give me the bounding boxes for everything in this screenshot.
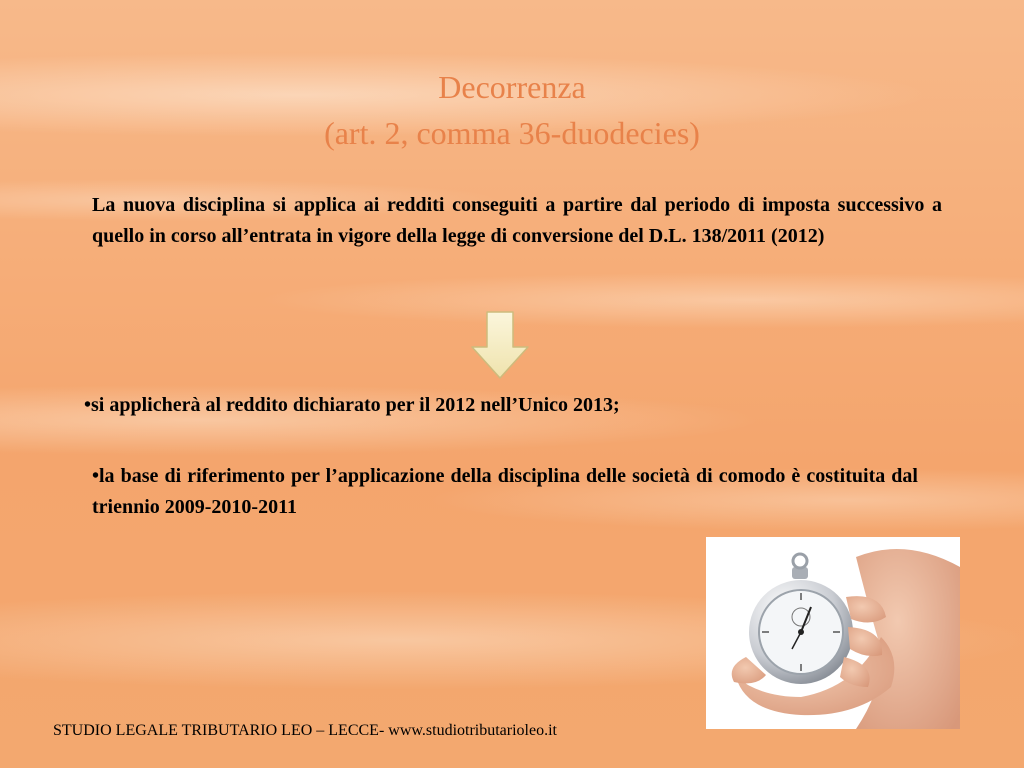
down-arrow-icon	[471, 311, 529, 379]
bullet-item: •si applicherà al reddito dichiarato per il 2012 nell’Unico 2013;	[84, 394, 620, 416]
slide-title: Decorrenza	[438, 69, 586, 105]
bullet-item: •la base di riferimento per l’applicazione della disciplina delle società di comodo è costituita dal triennio 2009-2010-2011	[92, 465, 918, 518]
slide-subtitle: (art. 2, comma 36-duodecies)	[324, 115, 700, 151]
hand-stopwatch-illustration	[706, 537, 960, 729]
stopwatch-photo	[706, 537, 960, 729]
intro-paragraph: La nuova disciplina si applica ai redditi conseguiti a partire dal periodo di imposta successivo a quello in corso all’entrata in vigore della legge di conversione del D.L. 138/2011 (2012)	[92, 194, 942, 247]
footer-text: STUDIO LEGALE TRIBUTARIO LEO – LECCE- www.studiotributarioleo.it	[53, 722, 557, 739]
